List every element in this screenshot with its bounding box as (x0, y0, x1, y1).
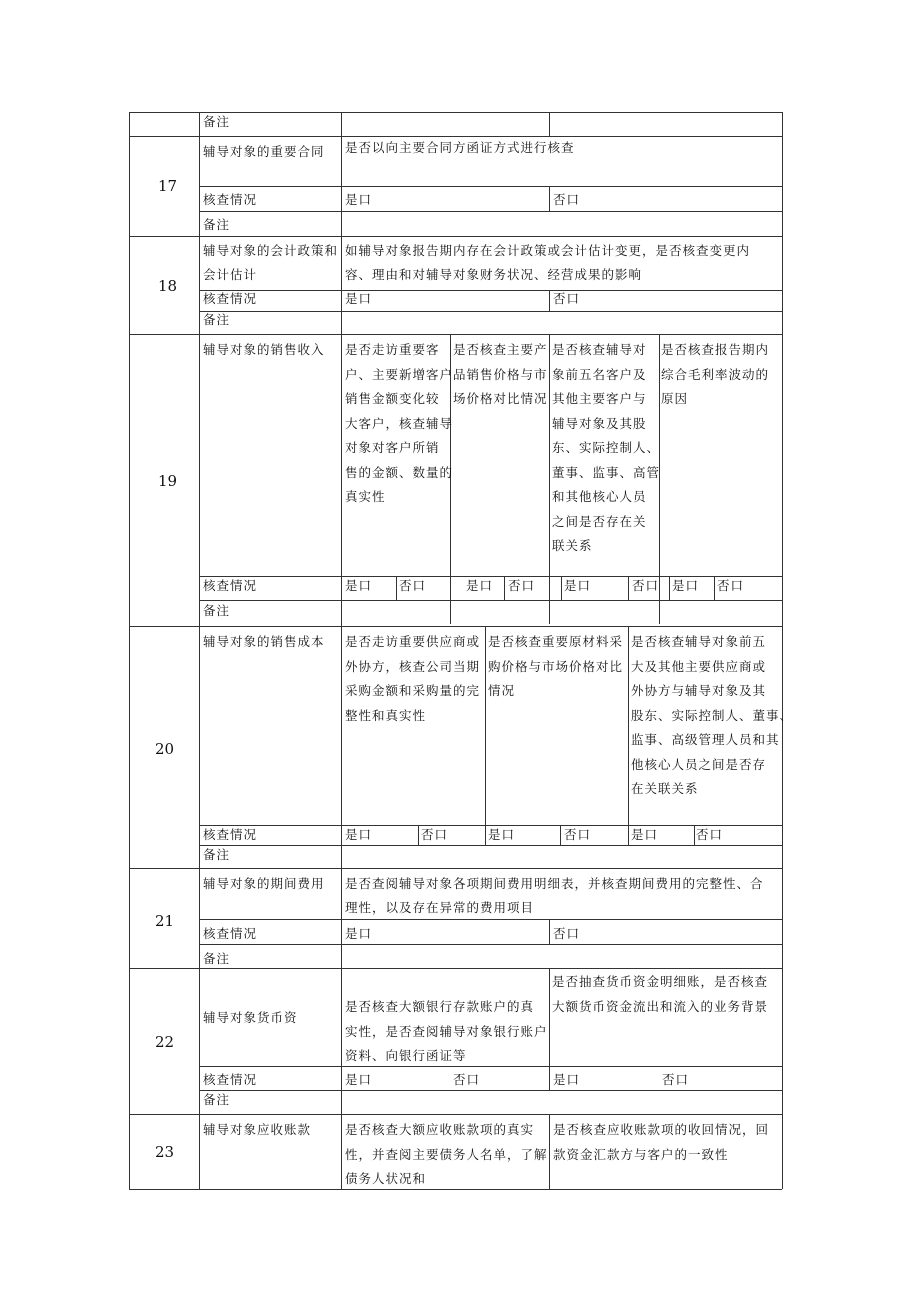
check-description-line: 债务人状况和 (345, 1171, 427, 1186)
no-checkbox[interactable]: 否口 (564, 827, 592, 842)
yes-checkbox[interactable]: 是口 (553, 1072, 581, 1087)
no-checkbox[interactable]: 否口 (717, 578, 745, 593)
grid-line (129, 626, 782, 627)
check-description-line: 其他主要客户与 (552, 391, 647, 406)
row-number: 19 (158, 472, 178, 490)
check-description-line: 大额货币资金流出和流入的业务背景 (552, 998, 769, 1014)
no-checkbox[interactable]: 否口 (632, 578, 660, 593)
check-description-line: 是否核查大额银行存款账户的真 (345, 999, 535, 1014)
check-description-line: 是否核查辅导对象前五 (631, 634, 767, 649)
check-description-line: 实性，是否查阅辅导对象银行账户 (345, 1023, 548, 1039)
item-name: 辅导对象的销售成本 (203, 634, 325, 649)
remark-label: 备注 (203, 603, 231, 618)
check-description-line: 款资金汇款方与客户的一致性 (553, 1146, 729, 1162)
row-number: 21 (155, 912, 175, 930)
check-description-line: 性，并查阅主要债务人名单，了解 (345, 1146, 548, 1162)
remark-label: 备注 (203, 847, 231, 862)
item-name: 辅导对象应收账款 (203, 1122, 312, 1137)
check-description-line: 品销售价格与市 (453, 366, 548, 382)
grid-line (628, 576, 629, 600)
row-number: 23 (155, 1143, 175, 1161)
grid-line (669, 576, 670, 600)
no-checkbox[interactable]: 否口 (421, 827, 449, 842)
yes-checkbox[interactable]: 是口 (466, 578, 494, 593)
grid-line (561, 576, 562, 600)
check-description-line: 售的金额、数量的 (345, 464, 454, 480)
check-status-label: 核查情况 (203, 926, 258, 941)
yes-checkbox[interactable]: 是口 (345, 291, 373, 306)
row-number: 17 (158, 177, 178, 195)
grid-line (199, 211, 782, 212)
check-description-line: 之间是否存在关 (552, 513, 647, 529)
grid-line (694, 825, 695, 845)
no-checkbox[interactable]: 否口 (662, 1072, 690, 1087)
check-description-line: 对象对客户所销 (345, 440, 440, 455)
yes-checkbox[interactable]: 是口 (345, 578, 373, 593)
grid-line (782, 112, 783, 1189)
item-name: 会计估计 (203, 267, 258, 282)
check-description-line: 是否核查主要产 (453, 342, 548, 357)
no-checkbox[interactable]: 否口 (553, 291, 581, 306)
check-description-line: 是否走访重要客 (345, 342, 440, 357)
grid-line (549, 112, 550, 136)
check-description-line: 辅导对象及其股 (552, 415, 647, 431)
item-name: 辅导对象货币资 (203, 1010, 298, 1025)
grid-line (199, 186, 782, 187)
yes-checkbox[interactable]: 是口 (564, 578, 592, 593)
grid-line (504, 576, 505, 600)
yes-checkbox[interactable]: 是口 (345, 827, 373, 842)
yes-checkbox[interactable]: 是口 (488, 827, 516, 842)
check-description-line: 象前五名客户及 (552, 366, 647, 382)
grid-line (129, 1189, 782, 1190)
grid-line (549, 1114, 550, 1189)
remark-label: 备注 (203, 114, 231, 129)
check-description-line: 资料、向银行函证等 (345, 1048, 467, 1063)
grid-line (199, 600, 782, 601)
grid-line (199, 944, 782, 945)
remark-label: 备注 (203, 1092, 231, 1107)
yes-checkbox[interactable]: 是口 (631, 827, 659, 842)
check-status-label: 核查情况 (203, 192, 258, 207)
check-description-line: 监事、高级管理人员和其 (631, 732, 780, 747)
yes-checkbox[interactable]: 是口 (345, 926, 373, 941)
check-description-line: 是否核查大额应收账款项的真实 (345, 1122, 535, 1137)
check-status-label: 核查情况 (203, 827, 258, 842)
check-description-line: 真实性 (345, 489, 386, 504)
check-description-line: 是否核查辅导对 (552, 342, 647, 357)
grid-line (549, 968, 550, 1090)
check-description-line: 大客户，核查辅导 (345, 415, 454, 431)
grid-line (628, 626, 629, 845)
check-description-line: 联关系 (552, 538, 593, 553)
remark-label: 备注 (203, 951, 231, 966)
check-description-line: 购价格与市场价格对比 (488, 658, 624, 674)
no-checkbox[interactable]: 否口 (553, 192, 581, 207)
grid-line (129, 334, 782, 335)
grid-line (129, 868, 782, 869)
grid-line (714, 576, 715, 600)
check-description-line: 是否走访重要供应商或 (345, 634, 481, 649)
check-status-label: 核查情况 (203, 578, 258, 593)
check-description-line: 是否核查重要原材料采 (488, 634, 624, 649)
no-checkbox[interactable]: 否口 (453, 1072, 481, 1087)
grid-line (199, 1090, 782, 1091)
check-description-line: 是否核查报告期内 (661, 342, 770, 357)
no-checkbox[interactable]: 否口 (553, 926, 581, 941)
no-checkbox[interactable]: 否口 (696, 827, 724, 842)
grid-line (199, 112, 200, 1189)
grid-line (549, 919, 550, 944)
no-checkbox[interactable]: 否口 (508, 578, 536, 593)
item-name: 辅导对象的会计政策和 (203, 243, 339, 258)
check-status-label: 核查情况 (203, 1072, 258, 1087)
grid-line (396, 576, 397, 600)
item-name: 辅导对象的期间费用 (203, 876, 325, 891)
check-description-line: 户、主要新增客户 (345, 366, 454, 382)
grid-line (549, 186, 550, 211)
grid-line (129, 1114, 782, 1115)
grid-line (549, 334, 550, 624)
row-number: 20 (155, 740, 175, 758)
no-checkbox[interactable]: 否口 (399, 578, 427, 593)
check-description-line: 是否抽查货币资金明细账，是否核查 (552, 974, 769, 989)
grid-line (549, 290, 550, 311)
grid-line (129, 112, 130, 1189)
check-description-line: 原因 (661, 391, 689, 406)
grid-line (341, 112, 342, 1189)
check-description: 理性，以及存在异常的费用项目 (345, 900, 535, 915)
grid-line (485, 626, 486, 845)
grid-line (560, 825, 561, 845)
check-description-line: 外协方，核查公司当期 (345, 658, 481, 674)
yes-checkbox[interactable]: 是口 (345, 192, 373, 207)
grid-line (418, 825, 419, 845)
check-description: 如辅导对象报告期内存在会计政策或会计估计变更，是否核查变更内 (345, 243, 751, 258)
check-description-line: 股东、实际控制人、董事、 (631, 707, 794, 723)
check-description-line: 采购金额和采购量的完 (345, 683, 481, 698)
item-name: 辅导对象的销售收入 (203, 342, 325, 357)
row-number: 18 (158, 277, 178, 295)
remark-label: 备注 (203, 312, 231, 327)
item-name: 辅导对象的重要合同 (203, 144, 325, 159)
check-description: 容、理由和对辅导对象财务状况、经营成果的影响 (345, 267, 643, 282)
grid-line (199, 311, 782, 312)
remark-label: 备注 (203, 217, 231, 232)
check-description: 是否查阅辅导对象各项期间费用明细表，并核查期间费用的完整性、合 (345, 876, 764, 891)
row-number: 22 (155, 1033, 175, 1051)
check-description: 是否以向主要合同方函证方式进行核查 (345, 140, 575, 155)
check-description-line: 大及其他主要供应商或 (631, 658, 767, 674)
check-description-line: 东、实际控制人、 (552, 440, 661, 455)
check-description-line: 销售金额变化较 (345, 391, 440, 406)
check-status-label: 核查情况 (203, 291, 258, 306)
check-description-line: 在关联关系 (631, 781, 699, 796)
check-description-line: 综合毛利率波动的 (661, 366, 770, 382)
yes-checkbox[interactable]: 是口 (672, 578, 700, 593)
check-description-line: 外协方与辅导对象及其 (631, 683, 767, 698)
check-description-line: 情况 (488, 683, 516, 698)
grid-line (199, 1066, 782, 1067)
check-description-line: 和其他核心人员 (552, 489, 647, 504)
check-description-line: 董事、监事、高管 (552, 464, 661, 480)
yes-checkbox[interactable]: 是口 (345, 1072, 373, 1087)
grid-line (199, 290, 782, 291)
check-description-line: 他核心人员之间是否存 (631, 756, 767, 772)
check-description-line: 是否核查应收账款项的收回情况，回 (553, 1122, 770, 1137)
check-description-line: 整性和真实性 (345, 707, 427, 723)
check-description-line: 场价格对比情况 (453, 391, 548, 406)
